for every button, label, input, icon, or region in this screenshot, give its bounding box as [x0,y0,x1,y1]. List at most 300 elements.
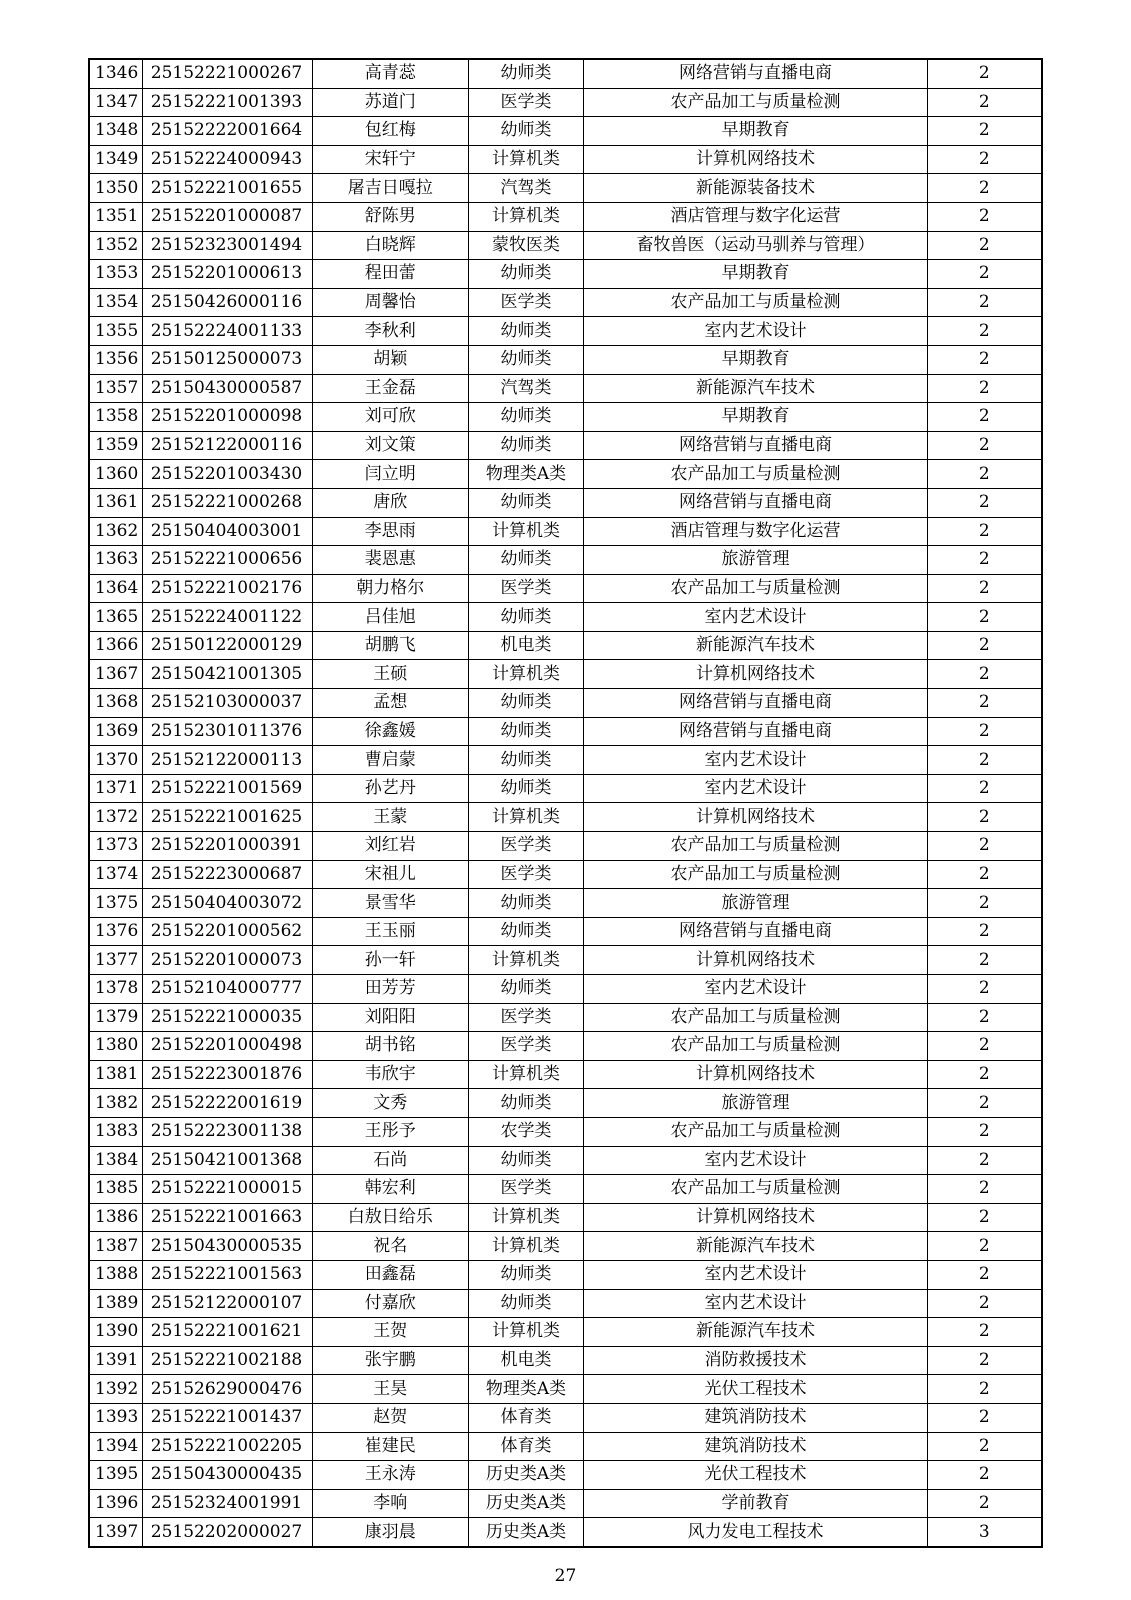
category-cell: 幼师类 [468,59,584,88]
name-cell: 田芳芳 [312,975,468,1004]
name-cell: 张宇鹏 [312,1346,468,1375]
major-cell: 光伏工程技术 [584,1375,927,1404]
name-cell: 赵贺 [312,1403,468,1432]
candidate-id-cell: 25152629000476 [142,1375,312,1404]
category-cell: 汽驾类 [468,174,584,203]
major-cell: 网络营销与直播电商 [584,488,927,517]
category-cell: 计算机类 [468,1318,584,1347]
table-row [89,1461,1042,1490]
serial-number-cell: 1382 [89,1089,142,1118]
count-cell: 2 [927,1346,1042,1375]
name-cell: 孙艺丹 [312,774,468,803]
category-cell: 计算机类 [468,1232,584,1261]
candidate-id-cell: 25152324001991 [142,1489,312,1518]
table-row [89,1232,1042,1261]
table-row [89,345,1042,374]
major-cell: 室内艺术设计 [584,1289,927,1318]
category-cell: 计算机类 [468,202,584,231]
table-row [89,488,1042,517]
major-cell: 计算机网络技术 [584,1203,927,1232]
candidate-id-cell: 25152122000116 [142,431,312,460]
category-cell: 幼师类 [468,345,584,374]
table-row [89,431,1042,460]
table-row [89,202,1042,231]
serial-number-cell: 1349 [89,145,142,174]
count-cell: 2 [927,946,1042,975]
category-cell: 计算机类 [468,1203,584,1232]
candidate-id-cell: 25152221001569 [142,774,312,803]
candidate-id-cell: 25152221000015 [142,1175,312,1204]
table-row [89,374,1042,403]
name-cell: 刘红岩 [312,832,468,861]
count-cell: 2 [927,117,1042,146]
name-cell: 石尚 [312,1146,468,1175]
serial-number-cell: 1359 [89,431,142,460]
name-cell: 胡书铭 [312,1032,468,1061]
candidate-id-cell: 25150421001305 [142,660,312,689]
name-cell: 李响 [312,1489,468,1518]
candidate-id-cell: 25152221000267 [142,59,312,88]
count-cell: 2 [927,317,1042,346]
count-cell: 2 [927,689,1042,718]
table-row [89,1060,1042,1089]
table-row [89,517,1042,546]
count-cell: 2 [927,1089,1042,1118]
count-cell: 2 [927,1403,1042,1432]
candidate-id-cell: 25152202000027 [142,1518,312,1547]
table-row [89,1117,1042,1146]
name-cell: 白敖日给乐 [312,1203,468,1232]
name-cell: 孟想 [312,689,468,718]
major-cell: 农产品加工与质量检测 [584,832,927,861]
serial-number-cell: 1370 [89,746,142,775]
candidate-id-cell: 25150430000587 [142,374,312,403]
name-cell: 屠吉日嘎拉 [312,174,468,203]
major-cell: 农产品加工与质量检测 [584,288,927,317]
count-cell: 2 [927,1432,1042,1461]
major-cell: 旅游管理 [584,889,927,918]
count-cell: 2 [927,231,1042,260]
serial-number-cell: 1362 [89,517,142,546]
candidate-id-cell: 25152221002205 [142,1432,312,1461]
table-row [89,1175,1042,1204]
count-cell: 2 [927,746,1042,775]
name-cell: 李秋利 [312,317,468,346]
serial-number-cell: 1394 [89,1432,142,1461]
serial-number-cell: 1395 [89,1461,142,1490]
major-cell: 新能源汽车技术 [584,631,927,660]
name-cell: 刘可欣 [312,403,468,432]
table-row [89,546,1042,575]
name-cell: 裴恩惠 [312,546,468,575]
count-cell: 2 [927,1003,1042,1032]
candidate-id-cell: 25152201000562 [142,917,312,946]
category-cell: 幼师类 [468,1089,584,1118]
candidate-id-cell: 25152221001621 [142,1318,312,1347]
serial-number-cell: 1374 [89,860,142,889]
category-cell: 医学类 [468,832,584,861]
table-row [89,1375,1042,1404]
table-row [89,1089,1042,1118]
count-cell: 2 [927,717,1042,746]
category-cell: 幼师类 [468,603,584,632]
major-cell: 畜牧兽医（运动马驯养与管理） [584,231,927,260]
candidate-id-cell: 25150426000116 [142,288,312,317]
major-cell: 室内艺术设计 [584,746,927,775]
category-cell: 幼师类 [468,774,584,803]
table-row [89,260,1042,289]
table-row [89,145,1042,174]
candidate-id-cell: 25152221002188 [142,1346,312,1375]
major-cell: 新能源装备技术 [584,174,927,203]
candidate-id-cell: 25152301011376 [142,717,312,746]
count-cell: 2 [927,603,1042,632]
category-cell: 幼师类 [468,1289,584,1318]
major-cell: 室内艺术设计 [584,603,927,632]
count-cell: 2 [927,460,1042,489]
category-cell: 幼师类 [468,1260,584,1289]
category-cell: 历史类A类 [468,1461,584,1490]
count-cell: 2 [927,832,1042,861]
major-cell: 网络营销与直播电商 [584,431,927,460]
category-cell: 幼师类 [468,917,584,946]
category-cell: 幼师类 [468,889,584,918]
serial-number-cell: 1350 [89,174,142,203]
page-number: 27 [554,1566,577,1586]
category-cell: 计算机类 [468,946,584,975]
candidate-id-cell: 25152221001563 [142,1260,312,1289]
count-cell: 2 [927,1318,1042,1347]
candidate-id-cell: 25152221001625 [142,803,312,832]
name-cell: 文秀 [312,1089,468,1118]
name-cell: 高青蕊 [312,59,468,88]
table-row [89,1318,1042,1347]
table-row [89,1203,1042,1232]
table-row [89,88,1042,117]
count-cell: 2 [927,59,1042,88]
table-row [89,460,1042,489]
count-cell: 2 [927,1232,1042,1261]
candidate-id-cell: 25152224000943 [142,145,312,174]
major-cell: 农产品加工与质量检测 [584,88,927,117]
serial-number-cell: 1348 [89,117,142,146]
major-cell: 新能源汽车技术 [584,1232,927,1261]
major-cell: 农产品加工与质量检测 [584,460,927,489]
name-cell: 韩宏利 [312,1175,468,1204]
serial-number-cell: 1390 [89,1318,142,1347]
table-row [89,1403,1042,1432]
serial-number-cell: 1375 [89,889,142,918]
serial-number-cell: 1381 [89,1060,142,1089]
table-row [89,860,1042,889]
table-row [89,1432,1042,1461]
candidate-id-cell: 25152323001494 [142,231,312,260]
serial-number-cell: 1373 [89,832,142,861]
count-cell: 2 [927,202,1042,231]
count-cell: 2 [927,1060,1042,1089]
name-cell: 王硕 [312,660,468,689]
category-cell: 计算机类 [468,517,584,546]
serial-number-cell: 1363 [89,546,142,575]
candidate-id-cell: 25152224001122 [142,603,312,632]
count-cell: 2 [927,88,1042,117]
table-row [89,1489,1042,1518]
name-cell: 包红梅 [312,117,468,146]
name-cell: 祝名 [312,1232,468,1261]
name-cell: 唐欣 [312,488,468,517]
category-cell: 幼师类 [468,317,584,346]
candidate-id-cell: 25152221000035 [142,1003,312,1032]
count-cell: 2 [927,488,1042,517]
candidate-id-cell: 25152201000087 [142,202,312,231]
table-row [89,717,1042,746]
candidate-id-cell: 25152222001664 [142,117,312,146]
name-cell: 宋轩宁 [312,145,468,174]
serial-number-cell: 1353 [89,260,142,289]
table-row [89,117,1042,146]
serial-number-cell: 1361 [89,488,142,517]
candidate-id-cell: 25152201000498 [142,1032,312,1061]
serial-number-cell: 1388 [89,1260,142,1289]
major-cell: 早期教育 [584,117,927,146]
table-row [89,1003,1042,1032]
candidate-id-cell: 25152223001138 [142,1117,312,1146]
serial-number-cell: 1355 [89,317,142,346]
candidate-id-cell: 25150404003001 [142,517,312,546]
category-cell: 幼师类 [468,431,584,460]
category-cell: 历史类A类 [468,1518,584,1547]
category-cell: 体育类 [468,1403,584,1432]
admission-table [88,58,1043,1548]
candidate-id-cell: 25150404003072 [142,889,312,918]
serial-number-cell: 1358 [89,403,142,432]
category-cell: 计算机类 [468,145,584,174]
table-row [89,689,1042,718]
serial-number-cell: 1392 [89,1375,142,1404]
name-cell: 朝力格尔 [312,574,468,603]
count-cell: 2 [927,574,1042,603]
count-cell: 2 [927,1375,1042,1404]
major-cell: 建筑消防技术 [584,1432,927,1461]
major-cell: 网络营销与直播电商 [584,917,927,946]
category-cell: 医学类 [468,574,584,603]
name-cell: 崔建民 [312,1432,468,1461]
major-cell: 早期教育 [584,345,927,374]
table-row [89,660,1042,689]
category-cell: 幼师类 [468,117,584,146]
candidate-id-cell: 25152221001655 [142,174,312,203]
serial-number-cell: 1396 [89,1489,142,1518]
count-cell: 2 [927,517,1042,546]
major-cell: 网络营销与直播电商 [584,717,927,746]
candidate-id-cell: 25150430000435 [142,1461,312,1490]
name-cell: 王昊 [312,1375,468,1404]
candidate-id-cell: 25152201000391 [142,832,312,861]
name-cell: 王金磊 [312,374,468,403]
count-cell: 2 [927,1260,1042,1289]
count-cell: 2 [927,345,1042,374]
major-cell: 酒店管理与数字化运营 [584,202,927,231]
candidate-id-cell: 25152201000098 [142,403,312,432]
major-cell: 学前教育 [584,1489,927,1518]
serial-number-cell: 1385 [89,1175,142,1204]
name-cell: 程田蕾 [312,260,468,289]
serial-number-cell: 1391 [89,1346,142,1375]
major-cell: 农产品加工与质量检测 [584,1175,927,1204]
category-cell: 机电类 [468,631,584,660]
name-cell: 韦欣宇 [312,1060,468,1089]
major-cell: 室内艺术设计 [584,1146,927,1175]
table-row [89,631,1042,660]
name-cell: 徐鑫媛 [312,717,468,746]
count-cell: 2 [927,1461,1042,1490]
serial-number-cell: 1356 [89,345,142,374]
name-cell: 闫立明 [312,460,468,489]
serial-number-cell: 1366 [89,631,142,660]
major-cell: 光伏工程技术 [584,1461,927,1490]
candidate-id-cell: 25152221000268 [142,488,312,517]
name-cell: 白晓辉 [312,231,468,260]
category-cell: 物理类A类 [468,1375,584,1404]
serial-number-cell: 1367 [89,660,142,689]
name-cell: 李思雨 [312,517,468,546]
major-cell: 农产品加工与质量检测 [584,1003,927,1032]
serial-number-cell: 1354 [89,288,142,317]
major-cell: 计算机网络技术 [584,1060,927,1089]
candidate-id-cell: 25150430000535 [142,1232,312,1261]
count-cell: 3 [927,1518,1042,1547]
major-cell: 网络营销与直播电商 [584,59,927,88]
major-cell: 计算机网络技术 [584,946,927,975]
candidate-id-cell: 25152122000107 [142,1289,312,1318]
serial-number-cell: 1364 [89,574,142,603]
category-cell: 幼师类 [468,546,584,575]
table-row [89,574,1042,603]
count-cell: 2 [927,174,1042,203]
name-cell: 舒陈男 [312,202,468,231]
count-cell: 2 [927,660,1042,689]
major-cell: 农产品加工与质量检测 [584,1032,927,1061]
major-cell: 室内艺术设计 [584,975,927,1004]
count-cell: 2 [927,1032,1042,1061]
name-cell: 刘文策 [312,431,468,460]
major-cell: 早期教育 [584,260,927,289]
serial-number-cell: 1347 [89,88,142,117]
table-row [89,1260,1042,1289]
category-cell: 历史类A类 [468,1489,584,1518]
candidate-id-cell: 25152122000113 [142,746,312,775]
serial-number-cell: 1360 [89,460,142,489]
major-cell: 计算机网络技术 [584,803,927,832]
major-cell: 新能源汽车技术 [584,374,927,403]
serial-number-cell: 1380 [89,1032,142,1061]
serial-number-cell: 1369 [89,717,142,746]
table-row [89,174,1042,203]
table-row [89,803,1042,832]
category-cell: 幼师类 [468,403,584,432]
table-row [89,889,1042,918]
category-cell: 医学类 [468,860,584,889]
table-row [89,774,1042,803]
table-row [89,317,1042,346]
major-cell: 新能源汽车技术 [584,1318,927,1347]
category-cell: 医学类 [468,288,584,317]
candidate-id-cell: 25152104000777 [142,975,312,1004]
major-cell: 农产品加工与质量检测 [584,1117,927,1146]
count-cell: 2 [927,917,1042,946]
category-cell: 幼师类 [468,689,584,718]
serial-number-cell: 1352 [89,231,142,260]
candidate-id-cell: 25150125000073 [142,345,312,374]
count-cell: 2 [927,975,1042,1004]
table-row [89,975,1042,1004]
category-cell: 计算机类 [468,1060,584,1089]
count-cell: 2 [927,631,1042,660]
count-cell: 2 [927,145,1042,174]
serial-number-cell: 1379 [89,1003,142,1032]
candidate-id-cell: 25150421001368 [142,1146,312,1175]
count-cell: 2 [927,374,1042,403]
count-cell: 2 [927,1203,1042,1232]
table-row [89,59,1042,88]
serial-number-cell: 1387 [89,1232,142,1261]
name-cell: 付嘉欣 [312,1289,468,1318]
count-cell: 2 [927,546,1042,575]
serial-number-cell: 1393 [89,1403,142,1432]
candidate-id-cell: 25152224001133 [142,317,312,346]
table-row [89,1146,1042,1175]
table-row [89,288,1042,317]
table-row [89,403,1042,432]
name-cell: 孙一轩 [312,946,468,975]
major-cell: 计算机网络技术 [584,145,927,174]
category-cell: 计算机类 [468,803,584,832]
count-cell: 2 [927,1146,1042,1175]
name-cell: 王玉丽 [312,917,468,946]
category-cell: 机电类 [468,1346,584,1375]
name-cell: 景雪华 [312,889,468,918]
name-cell: 曹启蒙 [312,746,468,775]
major-cell: 室内艺术设计 [584,774,927,803]
count-cell: 2 [927,1117,1042,1146]
category-cell: 幼师类 [468,717,584,746]
candidate-id-cell: 25152223000687 [142,860,312,889]
candidate-id-cell: 25152221001393 [142,88,312,117]
candidate-id-cell: 25150122000129 [142,631,312,660]
table-row [89,746,1042,775]
major-cell: 农产品加工与质量检测 [584,860,927,889]
name-cell: 王彤予 [312,1117,468,1146]
category-cell: 农学类 [468,1117,584,1146]
category-cell: 幼师类 [468,975,584,1004]
name-cell: 胡颖 [312,345,468,374]
category-cell: 医学类 [468,1032,584,1061]
count-cell: 2 [927,860,1042,889]
table-row [89,1289,1042,1318]
candidate-id-cell: 25152201003430 [142,460,312,489]
serial-number-cell: 1376 [89,917,142,946]
candidate-id-cell: 25152221001663 [142,1203,312,1232]
name-cell: 胡鹏飞 [312,631,468,660]
major-cell: 旅游管理 [584,1089,927,1118]
serial-number-cell: 1357 [89,374,142,403]
count-cell: 2 [927,1289,1042,1318]
table-row [89,917,1042,946]
category-cell: 幼师类 [468,488,584,517]
candidate-id-cell: 25152221001437 [142,1403,312,1432]
category-cell: 计算机类 [468,660,584,689]
name-cell: 王永涛 [312,1461,468,1490]
